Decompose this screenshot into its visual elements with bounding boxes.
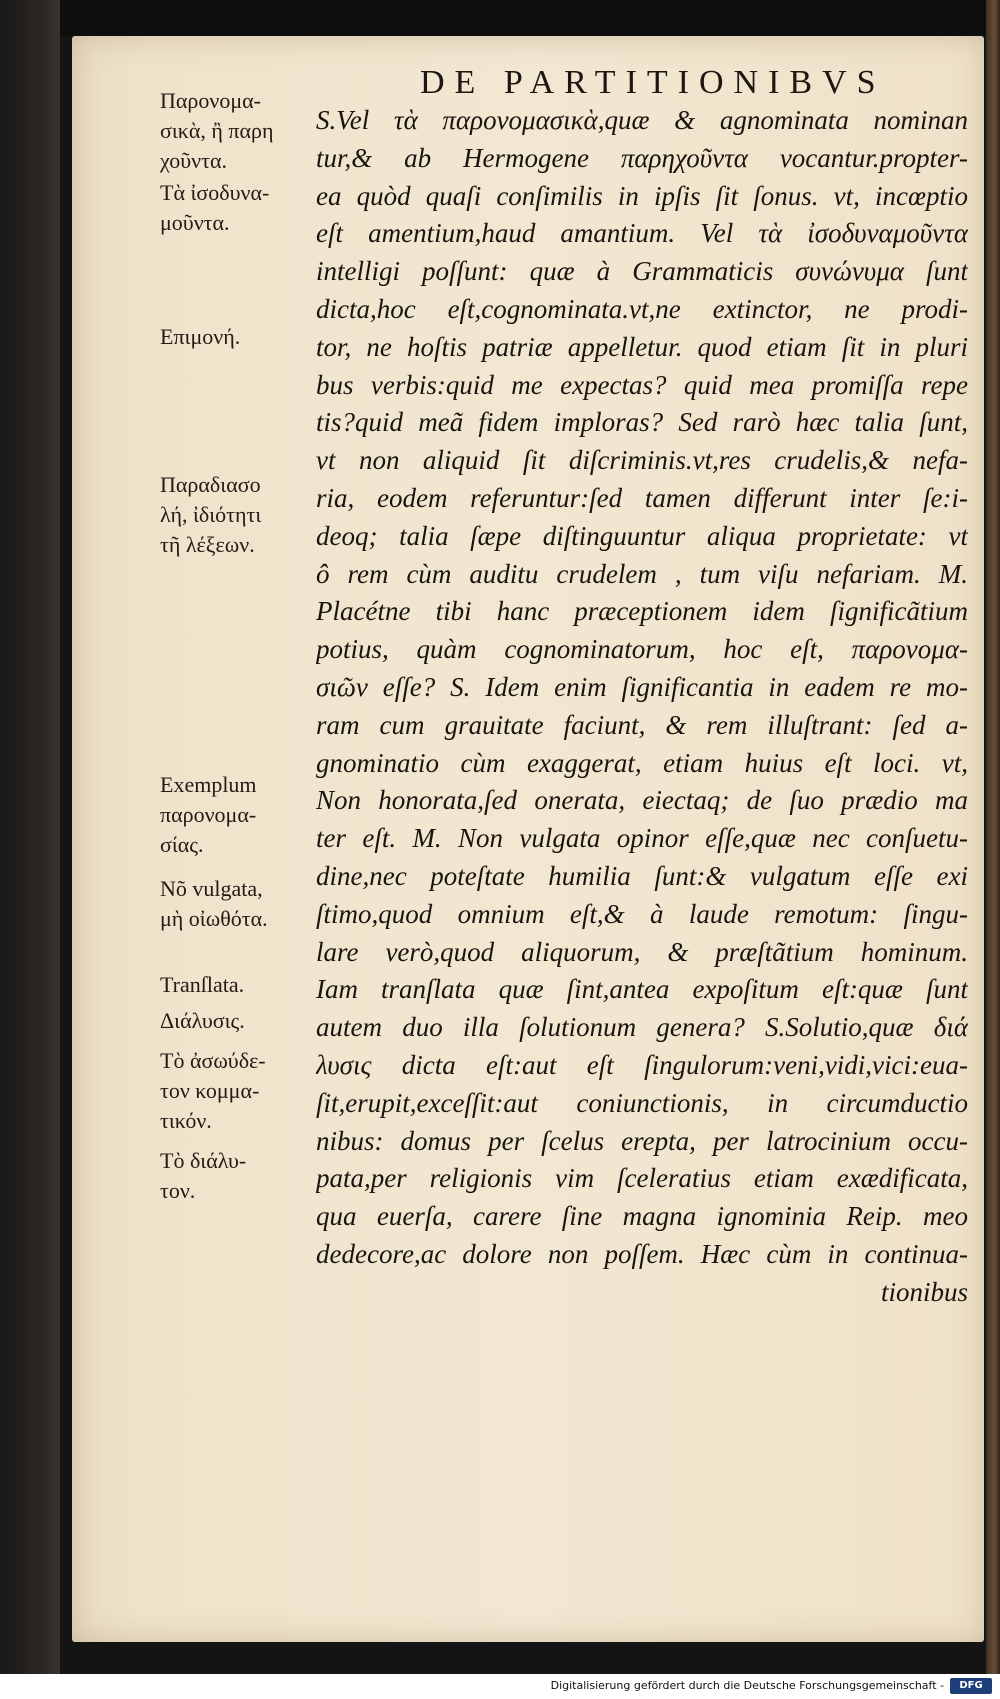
margin-note-line: Tranſlata. [160, 972, 245, 997]
digitization-footer [0, 1674, 1000, 1699]
margin-note-line: τον κομμα- [160, 1078, 260, 1103]
margin-note [160, 322, 310, 352]
margin-note-line: Παρονομα- [160, 88, 261, 113]
margin-note-line: τικόν. [160, 1108, 212, 1133]
text-line: Placétne tibi hanc præceptionem idem ſignificãtium [316, 596, 968, 627]
text-line: autem duo illa ſolutionum genera? S.Solutio,quæ διά [316, 1012, 968, 1043]
text-line: λυσις dicta eſt:aut eſt ſingulorum:veni,vidi,vici:eua- [316, 1049, 968, 1080]
text-line: potius, quàm cognominatorum, hoc eſt, παρονομα- [316, 634, 968, 665]
book-page [72, 36, 984, 1642]
text-line: qua euerſa, carere ſine magna ignominia Reip. meo [316, 1201, 968, 1232]
text-line: bus verbis:quid me expectas? quid mea promiſſa repe [316, 369, 968, 400]
book-spine [0, 0, 60, 1699]
margin-note-line: μοῦντα. [160, 210, 230, 235]
margin-note-line: Τὸ διάλυ- [160, 1148, 247, 1173]
scan-border-top [0, 0, 1000, 36]
margin-note-line: παρονομα- [160, 802, 257, 827]
margin-note-line: σικὰ, ἢ παρη [160, 118, 274, 143]
text-line: Non honorata,ſed onerata, eiectaq; de ſuo prædio ma [316, 785, 968, 816]
text-line: ô rem cùm auditu crudelem , tum viſu nefariam. M. [316, 558, 968, 589]
margin-note-line: Διάλυσις. [160, 1008, 245, 1033]
page-edge [986, 0, 1000, 1699]
text-line: tis?quid meã fidem imploras? Sed rarò hæc talia ſunt, [316, 407, 968, 438]
text-line: eſt amentium,haud amantium. Vel τὰ ἰσοδυναμοῦντα [316, 218, 968, 249]
text-line: lare verò,quod aliquorum, & præſtãtium hominum. [316, 936, 968, 967]
margin-note-line: Nõ vulgata, [160, 876, 263, 901]
margin-note [160, 1046, 310, 1136]
dfg-logo: DFG [950, 1678, 992, 1694]
margin-note-line: σίας. [160, 832, 204, 857]
margin-note [160, 86, 310, 176]
text-line: dedecore,ac dolore non poſſem. Hæc cùm in continua- [316, 1238, 968, 1269]
text-line: ria, eodem referuntur:ſed tamen differunt inter ſe:i- [316, 482, 968, 513]
margin-note-line: Επιμονή. [160, 324, 241, 349]
margin-note-line: τῆ λέξεων. [160, 532, 255, 557]
text-line: vt non aliquid ſit diſcriminis.vt,res crudelis,& nefa- [316, 445, 968, 476]
margin-note-line: Τὸ ἀσωύδε- [160, 1048, 266, 1073]
margin-note-line: τον. [160, 1178, 196, 1203]
margin-note [160, 1146, 310, 1206]
text-line: deoq; talia ſæpe diſtinguuntur aliqua proprietate: vt [316, 520, 968, 551]
margin-note-line: μὴ οἰωθότα. [160, 906, 268, 931]
margin-note-line: Παραδιασο [160, 472, 261, 497]
text-line: ter eſt. M. Non vulgata opinor eſſe,quæ nec conſuetu- [316, 823, 968, 854]
text-line: ram cum grauitate faciunt, & rem illuſtrant: ſed a- [316, 709, 968, 740]
margin-notes [160, 36, 310, 1642]
footer-credit: Digitalisierung gefördert durch die Deutsche Forschungsgemeinschaft - [550, 1679, 944, 1692]
body-text [316, 102, 968, 1312]
text-line: intelligi poſſunt: quæ à Grammaticis συνώνυμα ſunt [316, 256, 968, 287]
text-line: pata,per religionis vim ſceleratius etiam exædificata, [316, 1163, 968, 1194]
margin-note [160, 1006, 310, 1036]
text-line: σιῶν eſſe? S. Idem enim ſignificantia in eadem re mo- [316, 671, 968, 702]
margin-note [160, 470, 310, 560]
catchword: tionibus [880, 1276, 968, 1307]
margin-note [160, 770, 310, 860]
text-line: nibus: domus per ſcelus erepta, per latrocinium occu- [316, 1125, 968, 1156]
margin-note-line: λή, ἰδιότητι [160, 502, 262, 527]
text-line: ſit,erupit,exceſſit:aut coniunctionis, in circumductio [316, 1087, 968, 1118]
text-line: Iam tranſlata quæ ſint,antea expoſitum eſt:quæ ſunt [316, 974, 968, 1005]
margin-note-line: Exemplum [160, 772, 257, 797]
margin-note [160, 178, 310, 238]
running-head: DE PARTITIONIBVS [420, 64, 886, 101]
text-line: tur,& ab Hermogene παρηχοῦντα vocantur.propter- [316, 142, 968, 173]
margin-note [160, 874, 310, 934]
text-line: ſtimo,quod omnium eſt,& à laude remotum: ſingu- [316, 898, 968, 929]
text-line: ea quòd quaſi conſimilis in ipſis ſit ſonus. vt, incœptio [316, 180, 968, 211]
text-line: gnominatio cùm exaggerat, etiam huius eſt loci. vt, [316, 747, 968, 778]
text-line: S.Vel τὰ παρονομασικὰ,quæ & agnominata nominan [316, 105, 968, 135]
margin-note [160, 970, 310, 1000]
text-line: dicta,hoc eſt,cognominata.vt,ne extinctor, ne prodi- [316, 293, 968, 324]
margin-note-line: Τὰ ἰσοδυνα- [160, 180, 270, 205]
margin-note-line: χοῦντα. [160, 148, 227, 173]
text-line: dine,nec poteſtate humilia ſunt:& vulgatum eſſe exi [316, 860, 968, 891]
text-line: tor, ne hoſtis patriæ appelletur. quod etiam ſit in pluri [316, 331, 968, 362]
